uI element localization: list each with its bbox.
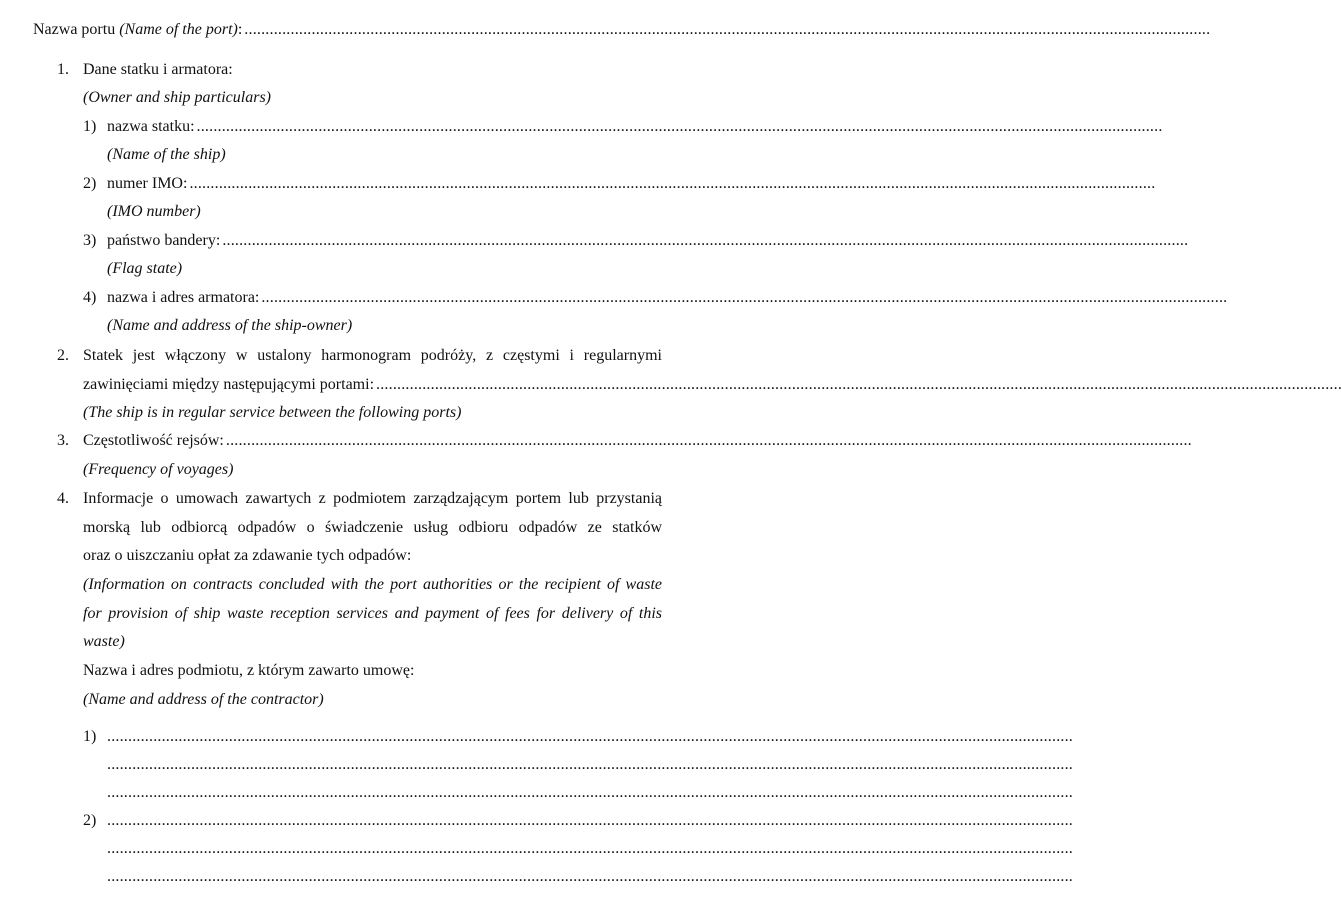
section-1-title-en: (Owner and ship particulars)	[83, 89, 271, 106]
contractor-1-number: 1)	[83, 728, 97, 745]
contractor-2-field-1[interactable]: ......................................................................................................................................................................................................................................	[107, 812, 1073, 829]
section-3-number: 3.	[57, 432, 69, 449]
contractor-2-number: 2)	[83, 812, 97, 829]
section-1-number: 1.	[57, 61, 69, 78]
ship-name-line	[107, 117, 1163, 137]
contractor-2-field-2[interactable]: ......................................................................................................................................................................................................................................	[107, 840, 1073, 857]
port-name-field[interactable]: ......................................................................................................................................................................................................................................	[244, 21, 1211, 38]
section-4-en-line-2: for provision of ship waste reception services and payment of fees for delivery of this	[83, 605, 662, 622]
shipowner-label: nazwa i adres armatora:	[107, 289, 260, 306]
section-1-title: Dane statku i armatora:	[83, 61, 233, 78]
section-4-line-3: oraz o uiszczaniu opłat za zdawanie tych odpadów:	[83, 547, 412, 564]
ship-name-field[interactable]: ......................................................................................................................................................................................................................................	[196, 118, 1163, 135]
contractor-1-line-2	[107, 755, 1073, 775]
item-1-number: 1)	[83, 118, 97, 135]
ship-name-label: nazwa statku:	[107, 118, 195, 135]
regular-service-label: zawinięciami między następującymi portami:	[83, 376, 375, 393]
contractor-1-line-3	[107, 783, 1073, 803]
item-4-number: 4)	[83, 289, 97, 306]
port-name-line: Nazwa portu (Name of the port) : ......................................................................................................................................................................................................................................	[33, 21, 1211, 38]
contractor-1-field-2[interactable]: ......................................................................................................................................................................................................................................	[107, 756, 1073, 773]
item-3-number: 3)	[83, 232, 97, 249]
contractor-2-field-3[interactable]: ......................................................................................................................................................................................................................................	[107, 868, 1073, 885]
section-2-number: 2.	[57, 347, 69, 364]
frequency-line	[83, 431, 1192, 451]
shipowner-label-en: (Name and address of the ship-owner)	[107, 317, 353, 334]
imo-line	[107, 174, 1156, 194]
shipowner-field[interactable]: ......................................................................................................................................................................................................................................	[261, 289, 1228, 306]
port-label: Nazwa portu	[33, 21, 116, 38]
contractor-label: Nazwa i adres podmiotu, z którym zawarto umowę:	[83, 662, 415, 679]
section-2-en: (The ship is in regular service between the following ports)	[83, 404, 462, 421]
contractor-label-en: (Name and address of the contractor)	[83, 691, 324, 708]
item-2-number: 2)	[83, 175, 97, 192]
flag-state-label: państwo bandery:	[107, 232, 221, 249]
flag-state-label-en: (Flag state)	[107, 260, 183, 277]
section-4-en-line-3: waste)	[83, 633, 125, 650]
contractor-1-field-1[interactable]: ......................................................................................................................................................................................................................................	[107, 728, 1073, 745]
section-4-number: 4.	[57, 490, 69, 507]
section-4-en-line-1: (Information on contracts concluded with the port authorities or the recipient of waste	[83, 576, 662, 593]
section-4-line-1: Informacje o umowach zawartych z podmiotem zarządzającym portem lub przystanią	[83, 490, 662, 507]
frequency-label: Częstotliwość rejsów:	[83, 432, 224, 449]
imo-label: numer IMO:	[107, 175, 188, 192]
frequency-field[interactable]: ......................................................................................................................................................................................................................................	[225, 432, 1192, 449]
imo-label-en: (IMO number)	[107, 203, 201, 220]
regular-service-line	[83, 375, 1342, 395]
contractor-1-field-3[interactable]: ......................................................................................................................................................................................................................................	[107, 784, 1073, 801]
contractor-2-line-3	[107, 867, 1073, 887]
flag-state-line	[107, 231, 1189, 251]
section-2-line-1: Statek jest włączony w ustalony harmonogram podróży, z częstymi i regularnymi	[83, 347, 662, 364]
contractor-1-line-1	[107, 727, 1073, 747]
shipowner-line	[107, 288, 1228, 308]
contractor-2-line-2	[107, 839, 1073, 859]
regular-service-ports-field[interactable]: ......................................................................................................................................................................................................................................	[376, 376, 1342, 393]
section-3-en: (Frequency of voyages)	[83, 461, 234, 478]
section-4-line-2: morską lub odbiorcą odpadów o świadczenie usług odbioru odpadów ze statków	[83, 519, 662, 536]
port-label-en: (Name of the port)	[119, 21, 238, 38]
ship-name-label-en: (Name of the ship)	[107, 146, 226, 163]
contractor-2-line-1	[107, 811, 1073, 831]
imo-field[interactable]: ......................................................................................................................................................................................................................................	[189, 175, 1156, 192]
flag-state-field[interactable]: ......................................................................................................................................................................................................................................	[222, 232, 1189, 249]
